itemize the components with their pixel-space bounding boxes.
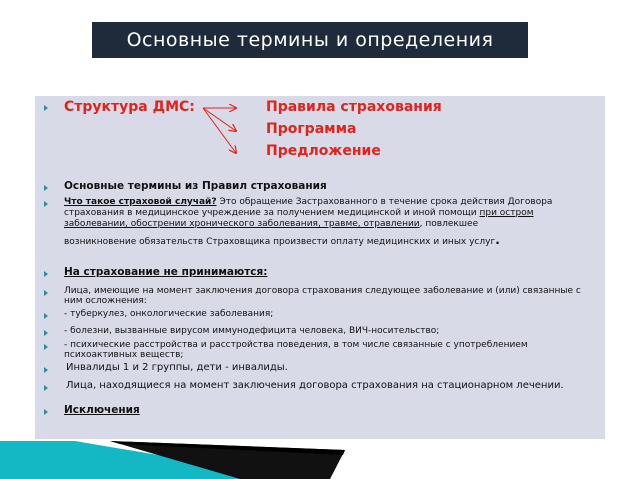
section-heading-not-accepted: На страхование не принимаются: <box>64 266 268 278</box>
not-accepted-item-6: Лица, находящиеся на момент заключения договора страхования на стационарном лечении. <box>66 380 564 391</box>
structure-item-rules: Правила страхования <box>266 99 442 115</box>
structure-label: Структура ДМС: <box>64 99 195 115</box>
structure-item-offer: Предложение <box>266 143 381 159</box>
not-accepted-item-3: - болезни, вызванные вирусом иммунодефицита человека, ВИЧ-носительство; <box>64 326 440 336</box>
insured-case-period: . <box>495 233 500 247</box>
insured-case-text2-underlined: при остром <box>479 208 534 218</box>
insured-case-text4: возникновение обязательств Страховщика произвести оплату медицинских и иных услуг <box>64 237 496 247</box>
not-accepted-item-4-line2: психоактивных веществ; <box>64 350 184 360</box>
slide-title: Основные термины и определения <box>92 22 528 58</box>
insured-case-text2: страхования в медицинское учреждение за получением медицинской и иной помощи <box>64 208 480 218</box>
insured-case-text3-underlined: заболевании, обострении хронического заболевания, травме, отравлении <box>64 219 420 229</box>
not-accepted-item-1-line2: ним осложнения: <box>64 296 147 306</box>
not-accepted-item-5: Инвалиды 1 и 2 группы, дети - инвалиды. <box>66 362 288 373</box>
not-accepted-item-1-line1: Лица, имеющие на момент заключения договора страхования следующее заболевание и (или) связанные с <box>64 286 581 296</box>
structure-item-program: Программа <box>266 121 357 137</box>
section-heading-terms: Основные термины из Правил страхования <box>64 180 327 192</box>
insured-case-question: Что такое страховой случай? <box>64 197 217 207</box>
not-accepted-item-2: - туберкулез, онкологические заболевания; <box>64 309 274 319</box>
not-accepted-item-4-line1: - психические расстройства и расстройства поведения, в том числе связанные с употреблением <box>64 340 528 350</box>
insured-case-text3: , повлекшее <box>419 219 479 229</box>
section-heading-exclusions: Исключения <box>64 404 140 416</box>
insured-case-text1: Это обращение Застрахованного в течение срока действия Договора <box>216 197 553 207</box>
